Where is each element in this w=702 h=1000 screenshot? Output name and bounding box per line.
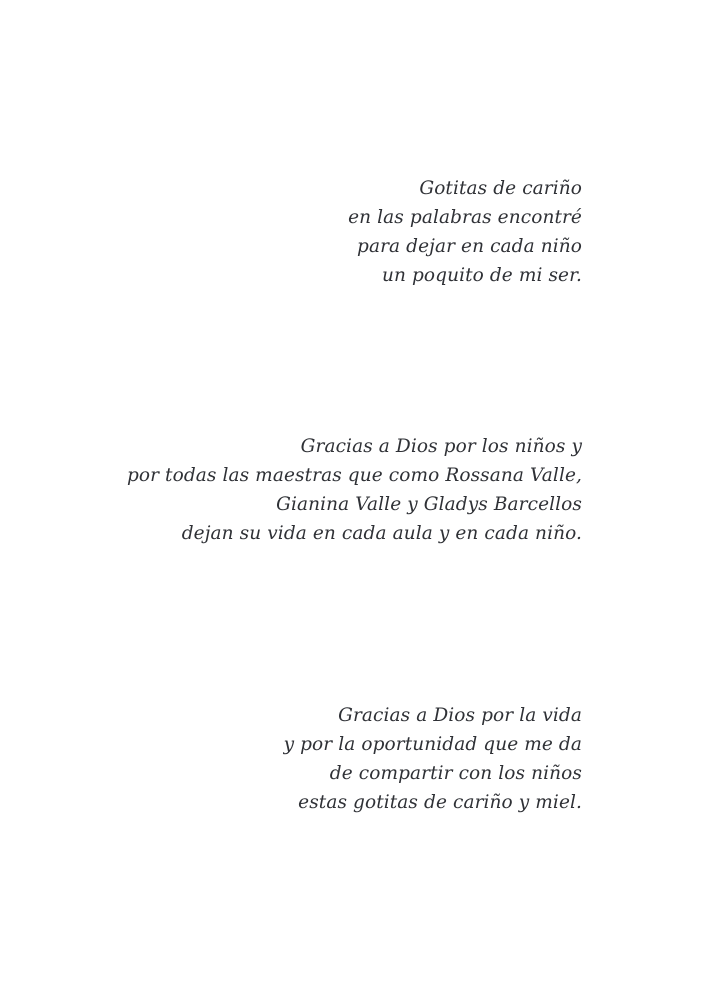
dedication-stanza-3 [284,701,582,817]
stanza-line: Gracias a Dios por los niños y [300,436,582,457]
stanza-line: por todas las maestras que como Rossana Valle, [126,465,582,486]
stanza-line: Gotitas de cariño [419,178,582,199]
stanza-line: Gianina Valle y Gladys Barcellos [276,494,582,515]
stanza-line: Gracias a Dios por la vida [338,705,582,726]
stanza-line: estas gotitas de cariño y miel. [298,792,582,813]
dedication-stanza-2 [127,432,582,548]
stanza-line: en las palabras encontré [348,207,582,228]
stanza-line: para dejar en cada niño [357,236,582,257]
stanza-line: de compartir con los niños [329,763,582,784]
dedication-stanza-1 [348,174,582,290]
stanza-line: un poquito de mi ser. [381,265,582,286]
stanza-line: y por la oportunidad que me da [283,734,582,755]
stanza-line: dejan su vida en cada aula y en cada niño. [181,523,582,544]
